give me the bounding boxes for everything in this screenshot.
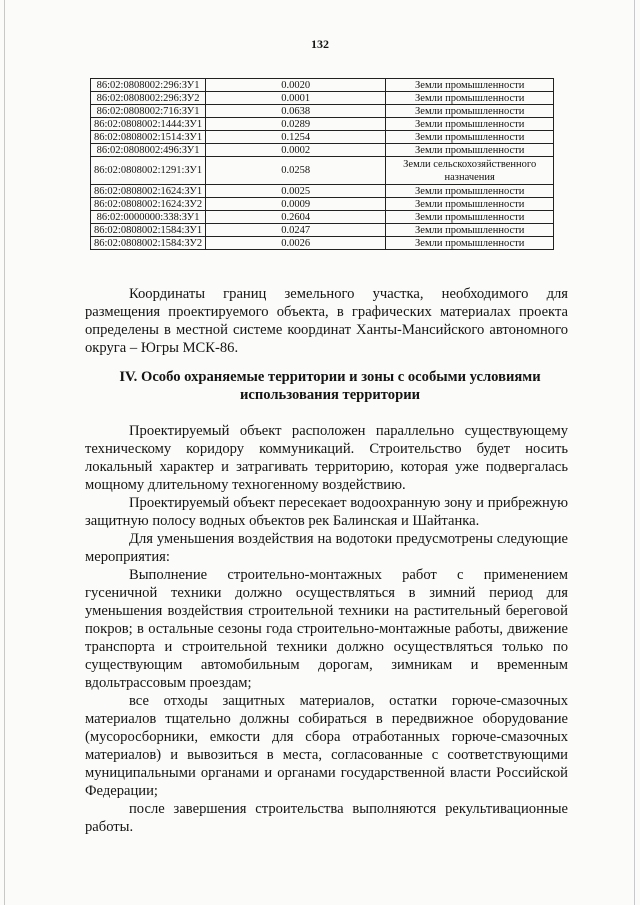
table-row: [91, 224, 554, 237]
table-row: [91, 118, 554, 131]
page-number: 132: [311, 37, 329, 51]
table-row: [91, 237, 554, 250]
paragraph: Для уменьшения воздействия на водотоки предусмотрены следующие мероприятия:: [85, 531, 568, 565]
area-cell: 0.1254: [206, 131, 386, 144]
area-cell: 0.0009: [206, 198, 386, 211]
paragraph: все отходы защитных материалов, остатки горюче-смазочных материалов тщательно должны собираться в передвижное оборудование (мусоросборники, емкости для сбора отработанных горюче-смазочных материалов) и вывозиться в места, согласованные с соответствующими муниципальными органами и органами государственной власти Российской Федерации;: [85, 693, 568, 799]
land-category-cell: Земли промышленности: [386, 224, 554, 237]
table-row: [91, 198, 554, 211]
cadastral-number-cell: 86:02:0808002:496:ЗУ1: [91, 144, 206, 157]
table-row: [91, 211, 554, 224]
cadastral-number-cell: 86:02:0808002:1444:ЗУ1: [91, 118, 206, 131]
table-row: [91, 185, 554, 198]
table-row: [91, 105, 554, 118]
section-heading: IV. Особо охраняемые территории и зоны с особыми условиями использования территории: [119, 369, 541, 403]
paragraph: Выполнение строительно-монтажных работ с применением гусеничной техники должно осуществляться в зимний период для уменьшения воздействия строительной техники на растительный береговой покров; в остальные сезоны года строительно-монтажные работы, движение транспорта и строительной техники должно осуществляться только по существующим автомобильным дорогам, зимникам и временным вдольтрассовым проездам;: [85, 567, 568, 691]
coordinates-paragraph: Координаты границ земельного участка, необходимого для размещения проектируемого объекта, в графических материалах проекта определены в местной системе координат Ханты-Мансийского автономного округа – Югры МСК-86.: [85, 286, 568, 356]
land-category-cell: Земли промышленности: [386, 144, 554, 157]
paragraph: после завершения строительства выполняются рекультивационные работы.: [85, 801, 568, 835]
area-cell: 0.0025: [206, 185, 386, 198]
cadastral-number-cell: 86:02:0808002:1514:ЗУ1: [91, 131, 206, 144]
cadastral-number-cell: 86:02:0808002:296:ЗУ1: [91, 79, 206, 92]
land-category-cell: Земли промышленности: [386, 237, 554, 250]
cadastral-number-cell: 86:02:0808002:1291:ЗУ1: [91, 157, 206, 185]
paragraph: Проектируемый объект пересекает водоохранную зону и прибрежную защитную полосу водных объектов рек Балинская и Шайтанка.: [85, 495, 568, 529]
table-row: [91, 144, 554, 157]
land-category-cell: Земли промышленности: [386, 211, 554, 224]
land-category-cell: Земли промышленности: [386, 105, 554, 118]
table-row: [91, 79, 554, 92]
area-cell: 0.0247: [206, 224, 386, 237]
land-category-cell: Земли промышленности: [386, 131, 554, 144]
area-cell: 0.0026: [206, 237, 386, 250]
scan-edge-left: [4, 0, 5, 905]
land-category-cell: Земли промышленности: [386, 118, 554, 131]
land-category-cell: Земли сельскохозяйственного назначения: [386, 157, 554, 185]
paragraph: Проектируемый объект расположен параллельно существующему техническому коридору коммуникаций. Строительство будет носить локальный характер и затрагивать территорию, которая уже подвергалась мощному длительному техногенному воздействию.: [85, 423, 568, 493]
cadastral-number-cell: 86:02:0808002:296:ЗУ2: [91, 92, 206, 105]
scan-edge-right: [634, 0, 635, 905]
area-cell: 0.0001: [206, 92, 386, 105]
area-cell: 0.0638: [206, 105, 386, 118]
area-cell: 0.0002: [206, 144, 386, 157]
section-body: [85, 422, 568, 836]
land-category-cell: Земли промышленности: [386, 185, 554, 198]
cadastral-number-cell: 86:02:0808002:716:ЗУ1: [91, 105, 206, 118]
cadastral-number-cell: 86:02:0808002:1584:ЗУ2: [91, 237, 206, 250]
cadastral-number-cell: 86:02:0808002:1624:ЗУ1: [91, 185, 206, 198]
land-category-cell: Земли промышленности: [386, 198, 554, 211]
cadastral-number-cell: 86:02:0000000:338:ЗУ1: [91, 211, 206, 224]
table-row: [91, 92, 554, 105]
area-cell: 0.2604: [206, 211, 386, 224]
land-category-cell: Земли промышленности: [386, 79, 554, 92]
land-category-cell: Земли промышленности: [386, 92, 554, 105]
cadastral-number-cell: 86:02:0808002:1624:ЗУ2: [91, 198, 206, 211]
parcels-table: [90, 78, 554, 250]
area-cell: 0.0289: [206, 118, 386, 131]
table-row: [91, 131, 554, 144]
table-row: [91, 157, 554, 185]
cadastral-number-cell: 86:02:0808002:1584:ЗУ1: [91, 224, 206, 237]
area-cell: 0.0258: [206, 157, 386, 185]
area-cell: 0.0020: [206, 79, 386, 92]
